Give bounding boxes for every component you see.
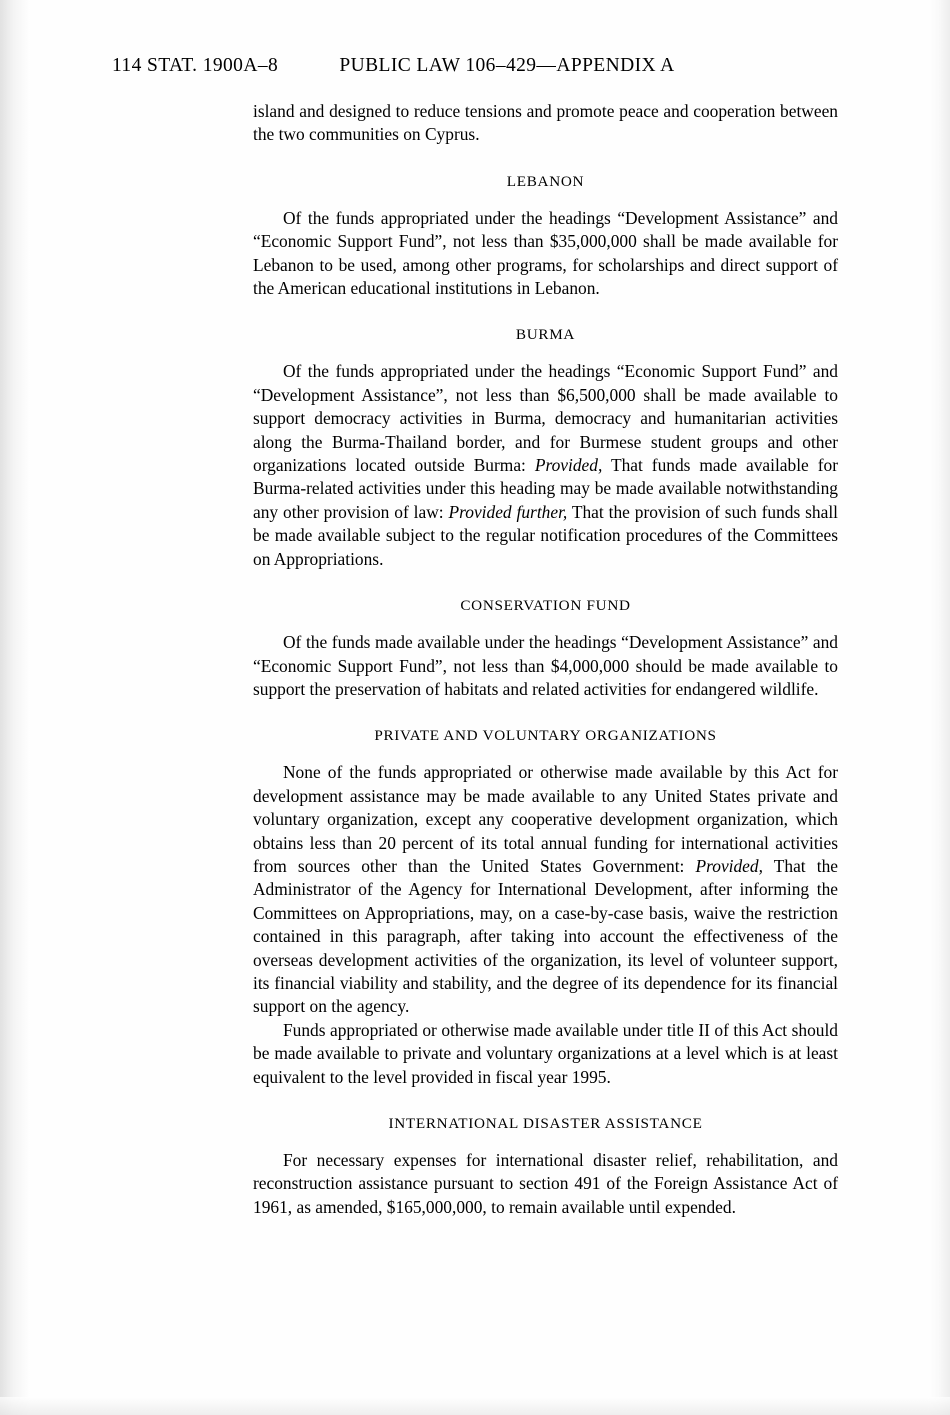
- paragraph-private-voluntary-1: [253, 761, 838, 1018]
- paragraph-burma: [253, 360, 838, 571]
- section-heading-lebanon: LEBANON: [506, 172, 585, 190]
- section-heading-private-and-voluntary-organizations: PRIVATE AND VOLUNTARY ORGANIZATIONS: [374, 727, 717, 745]
- section-heading-conservation-fund: CONSERVATION FUND: [460, 597, 631, 615]
- pvo-text-part2: That the Administrator of the Agency for International Development, after informing the Committees on Appropriations, may, on a case-by-case basis, waive the restriction contained in this paragraph, after taking into account the effectiveness of the overseas development activities of the organization, its level of volunteer support, its financial viability and stability, and the degree of its dependence for its financial support on the agency.: [253, 855, 838, 1017]
- pvo-proviso-1: Provided,: [695, 855, 763, 876]
- page-title: PUBLIC LAW 106–429—APPENDIX A: [339, 55, 675, 76]
- paragraph-private-voluntary-2: Funds appropriated or otherwise made available under title II of this Act should be made available to private and voluntary organizations at a level which is at least equivalent to the level provided in fiscal year 1995.: [253, 1019, 838, 1087]
- opening-paragraph: island and designed to reduce tensions and promote peace and cooperation between the two communities on Cyprus.: [253, 101, 838, 145]
- body-column: [253, 100, 838, 1219]
- paragraph-conservation-fund: Of the funds made available under the headings “Development Assistance” and “Economic Support Fund”, not less than $4,000,000 should be made available to support the preservation of habitats and related activities for endangered wildlife.: [253, 632, 838, 699]
- burma-text-part3: That the provision of such funds shall be made available subject to the regular notification procedures of the Committees on Appropriations.: [253, 501, 838, 569]
- burma-proviso-1: Provided,: [534, 455, 603, 476]
- running-head: [112, 55, 838, 77]
- burma-text-part2: That funds made available for Burma-related activities under this heading may be made available notwithstanding any other provision of law:: [253, 455, 839, 522]
- pvo-text-part1: None of the funds appropriated or otherwise made available by this Act for development assistance may be made available to any United States private and voluntary organization, except any cooperative development organization, which obtains less than 20 percent of its total annual funding for international activities from sources other than the United States Government:: [253, 762, 838, 876]
- burma-proviso-2: Provided further,: [448, 501, 568, 522]
- paragraph-lebanon: Of the funds appropriated under the headings “Development Assistance” and “Economic Support Fund”, not less than $35,000,000 shall be made available for Lebanon to be used, among other programs, for scholarships and direct support of the American educational institutions in Lebanon.: [253, 207, 838, 299]
- statute-citation: 114 STAT. 1900A–8: [112, 55, 279, 76]
- section-heading-burma: BURMA: [515, 326, 576, 344]
- section-heading-international-disaster-assistance: INTERNATIONAL DISASTER ASSISTANCE: [388, 1115, 703, 1132]
- paragraph-international-disaster-assistance: For necessary expenses for international disaster relief, rehabilitation, and reconstruction assistance pursuant to section 491 of the Foreign Assistance Act of 1961, as amended, $165,000,000, to remain available until expended.: [253, 1150, 838, 1217]
- burma-text-part1: Of the funds appropriated under the headings “Economic Support Fund” and “Development Assistance”, not less than $6,500,000 shall be made available to support democracy activities in Burma, democracy and humanitarian activities along the Burma-Thailand border, and for Burmese student groups and other organizations located outside Burma:: [253, 361, 838, 476]
